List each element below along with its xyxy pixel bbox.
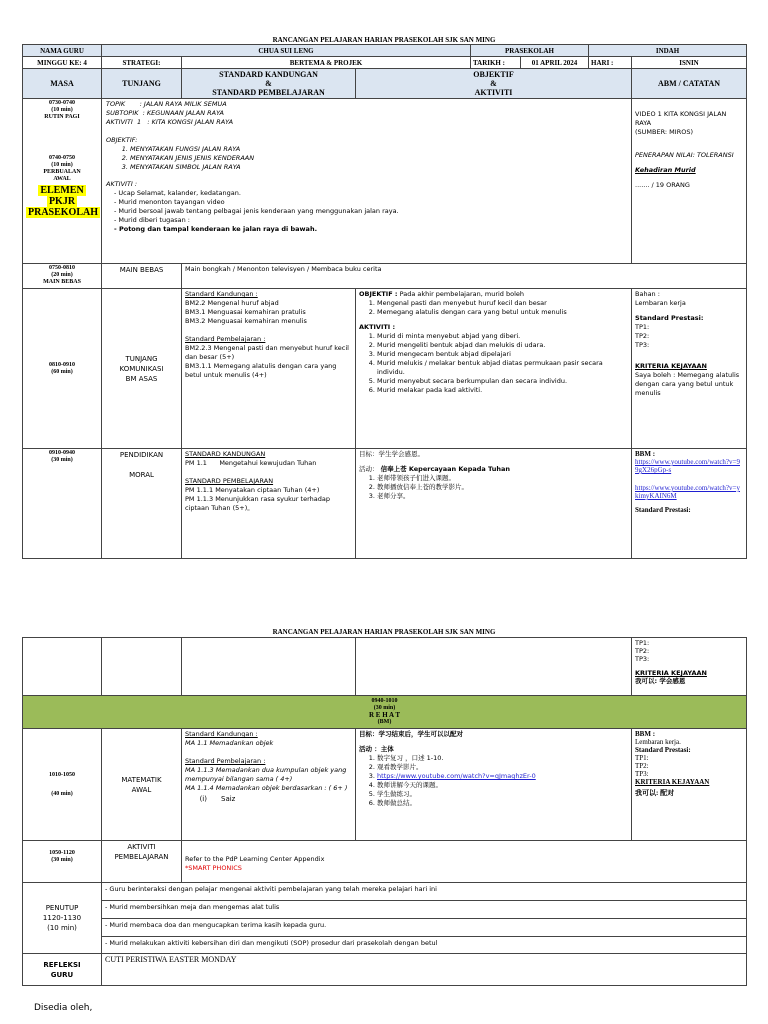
huodong-item: 1. 老师带领孩子们进入课题。: [377, 474, 628, 483]
aktiviti-item-bold: - Potong dan tampal kenderaan ke jalan raya di bawah.: [124, 225, 628, 234]
huodong-item: 3. 老师分享。: [377, 492, 628, 501]
lesson-plan-table-2: [22, 637, 747, 986]
huodong-label: 活动：: [359, 465, 379, 473]
prasekolah-label: PRASEKOLAH: [471, 45, 589, 57]
standard-bm: [182, 289, 356, 449]
elemen-badge-3: PRASEKOLAH: [28, 207, 99, 218]
time: 0810-0910: [49, 361, 75, 368]
standard-matematik: [182, 729, 356, 841]
bbm-value: Lembaran kerja.: [635, 738, 681, 746]
tunjang-matematik: [102, 729, 182, 841]
objektif-item: 3. MENYATAKAN SIMBOL JALAN RAYA: [130, 163, 628, 172]
footer-disedia: Disedia oleh,: [34, 1003, 93, 1013]
column-header-row: [23, 69, 747, 99]
empty-tunjang: [102, 638, 182, 696]
sp-item: PM 1.1.3 Menunjukkan rasa syukur terhadap ciptaan Tuhan (5+)。: [185, 495, 330, 512]
bbm-label: BBM :: [635, 730, 656, 738]
penutup-label: PENUTUP: [45, 904, 79, 912]
col-objektif: [356, 69, 632, 99]
sp-saiz: Saiz: [221, 795, 236, 803]
huodong-list: [359, 474, 628, 501]
tunjang-bm: [102, 289, 182, 449]
perbualan-content: [102, 99, 632, 264]
row-penutup: [23, 883, 747, 954]
col-standard-line1: STANDARD KANDUNGAN: [219, 70, 318, 79]
tunjang-aktiviti: [102, 841, 182, 883]
aktiviti-item: - Ucap Selamat, kalander, kedatangan.: [124, 189, 628, 198]
penutup-item: - Murid membaca doa dan mengucapkan terima kasih kepada guru.: [102, 919, 746, 937]
aktiviti-item: - Murid bersoal jawab tentang pelbagai jenis kenderaan yang menggunakan jalan raya.: [124, 207, 628, 216]
sk-item: BM3.1 Menguasai kemahiran pratulis: [185, 308, 306, 316]
col-standard: [182, 69, 356, 99]
label-a: RUTIN PAGI: [44, 114, 80, 120]
minggu-label: MINGGU KE:: [37, 58, 82, 67]
time-a: 0730-0740: [49, 100, 75, 106]
rehat-sub: (BM): [377, 719, 392, 725]
huodong-label: 活动 ：: [359, 745, 381, 753]
sp-item: BM2.2.3 Mengenal pasti dan menyebut huruf kecil dan besar (5+): [185, 344, 349, 361]
huodong-title: 信奉上苍 Kepercayaan Kepada Tuhan: [380, 465, 511, 473]
abm-cell-5: [632, 729, 747, 841]
aktiviti-list: [106, 189, 628, 234]
abm-sumber: (SUMBER: MIROS): [635, 128, 694, 136]
dur-a: (10 min): [51, 107, 73, 113]
objektif-bm: [356, 289, 632, 449]
obj-list: [359, 299, 628, 317]
masa-cell-4: [23, 449, 102, 559]
refleksi-label: REFLEKSI: [43, 960, 81, 969]
nama-guru-label: NAMA GURU: [23, 45, 102, 57]
tunjang-line: AKTIVITI: [127, 843, 156, 851]
col-masa: MASA: [23, 69, 102, 99]
video-link-1[interactable]: https://www.youtube.com/watch?v=99gX26pGp-s: [635, 458, 740, 474]
tunjang-line: MATEMATIK: [121, 775, 162, 784]
tp-item: TP3:: [635, 655, 650, 663]
sp-item: PM 1.1.1 Menyatakan ciptaan Tuhan (4+): [185, 486, 320, 494]
time: 0750-0810: [49, 265, 75, 271]
akt-item: 2. Murid mengeliti bentuk abjad dan melukis di udara.: [377, 341, 628, 350]
col-standard-line2: STANDARD PEMBELAJARAN: [212, 88, 325, 97]
akt-list: [359, 332, 628, 395]
objektif-moral: [356, 449, 632, 559]
dur: (20 min): [51, 272, 73, 278]
mubiao: 目标：学生学会感恩。: [359, 450, 424, 458]
elemen-badge-2: PKJR: [48, 196, 76, 207]
obj-item: 2. Memegang alatulis dengan cara yang betul untuk menulis: [377, 308, 628, 317]
row-refleksi: [23, 954, 747, 986]
minggu-value: 4: [83, 58, 87, 67]
tp-item: TP2:: [635, 762, 649, 770]
tunjang-line: BM ASAS: [125, 374, 158, 383]
masa-cell-6: [23, 841, 102, 883]
masa-cell-1: [23, 99, 102, 264]
akt-label: AKTIVITI :: [359, 323, 396, 331]
standard-moral: [182, 449, 356, 559]
row-bm-asas: [23, 289, 747, 449]
topik: TOPIK : JALAN RAYA MILIK SEMUA: [106, 100, 227, 108]
tp-item: TP1:: [635, 639, 650, 647]
sk-label: Standard Kandungan :: [185, 730, 258, 738]
tunjang-line: AWAL: [131, 785, 152, 794]
col-abm: ABM / CATATAN: [632, 69, 747, 99]
abm-nilai: PENERAPAN NILAI: TOLERANSI: [635, 151, 734, 159]
tp-item: TP3:: [635, 341, 650, 349]
time: 0910-0940: [49, 450, 75, 456]
huodong-item: 5. 学生做练习。: [377, 790, 628, 799]
kriteria-label: KRITERIA KEJAYAAN: [635, 362, 707, 370]
sprest-label: Standard Prestasi:: [635, 506, 691, 514]
sk-label: Standard Kandungan :: [185, 290, 258, 298]
objektif-item: 1. MENYATAKAN FUNGSI JALAN RAYA: [130, 145, 628, 154]
abm-cell-3: [632, 289, 747, 449]
huodong-title: 主体: [380, 745, 394, 753]
dur: (30 min): [51, 457, 73, 463]
mubiao: 目标：学习结束后，学生可以以配对: [359, 730, 463, 738]
row-aktiviti-pembelajaran: [23, 841, 747, 883]
obj-text: Pada akhir pembelajaran, murid boleh: [399, 290, 525, 298]
aktiviti-item: - Murid diberi tugasan :: [124, 216, 628, 225]
row-moral: [23, 449, 747, 559]
masa-cell-3: [23, 289, 102, 449]
objektif-item: 2. MENYATAKAN JENIS JENIS KENDERAAN: [130, 154, 628, 163]
bahan-value: Lembaran kerja: [635, 299, 686, 307]
nama-guru-value: CHUA SUI LENG: [102, 45, 471, 57]
tunjang-line: PEMBELAJARAN: [114, 853, 169, 861]
tarikh-value: 01 APRIL 2024: [521, 57, 589, 69]
objektif-matematik: [356, 729, 632, 841]
strategi-label: STRATEGI:: [102, 57, 182, 69]
row-main-bebas: [23, 264, 747, 289]
sprest-label: Standard Prestasi:: [635, 746, 691, 754]
kriteria-label: KRITERIA KEJAYAAN: [635, 778, 710, 786]
lesson-plan-table-1: [22, 44, 747, 559]
penutup-time: 1120-1130: [42, 914, 82, 922]
refleksi-content: CUTI PERISTIWA EASTER MONDAY: [102, 954, 747, 986]
page-title: RANCANGAN PELAJARAN HARIAN PRASEKOLAH SJK SAN MING: [272, 36, 496, 44]
label-b2: AWAL: [53, 176, 71, 182]
akt-item: 1. Murid di minta menyebut abjad yang diberi.: [377, 332, 628, 341]
tp-item: TP1:: [635, 754, 649, 762]
minggu-cell: [23, 57, 102, 69]
sp-i: (i): [199, 795, 207, 803]
col-tunjang: TUNJANG: [102, 69, 182, 99]
sp-item: MA 1.1.3 Memadankan dua kumpulan objek yang mempunyai bilangan sama ( 4+): [185, 766, 347, 783]
rehat-dur: (30 min): [373, 705, 396, 711]
sp-label: STANDARD PEMBELAJARAN: [185, 477, 274, 485]
sk-item: PM 1.1 Mengetahui kewujudan Tuhan: [185, 459, 317, 467]
huodong-item: 2. 教师播放信奉上苍的教学影片。: [377, 483, 628, 492]
obj-label: OBJEKTIF :: [359, 290, 398, 298]
abm-kehadiran: Kehadiran Murid: [635, 166, 696, 174]
time: 1010-1050: [49, 771, 75, 778]
elemen-badge-1: ELEMEN: [40, 185, 84, 196]
huodong-list: [359, 754, 628, 808]
rehat-band: [23, 696, 747, 729]
penutup-content: [102, 883, 747, 954]
kriteria-value: 我可以: 配对: [635, 789, 675, 797]
kriteria-value: 我可以: 学会感恩: [635, 677, 686, 685]
tunjang-moral: [102, 449, 182, 559]
refleksi-label: GURU: [50, 970, 74, 979]
row-perbualan-awal: [23, 99, 747, 264]
sprest-label: Standard Prestasi:: [635, 314, 704, 322]
tp-item: TP3:: [635, 770, 649, 778]
video-link-3[interactable]: https://www.youtube.com/watch?v=qJmaghzEr-0: [377, 772, 536, 780]
page-title-2: RANCANGAN PELAJARAN HARIAN PRASEKOLAH SJK SAN MING: [272, 628, 496, 636]
masa-cell-2: [23, 264, 102, 289]
tunjang-main-bebas: MAIN BEBAS: [102, 264, 182, 289]
tp-item: TP2:: [635, 647, 650, 655]
label: MAIN BEBAS: [43, 279, 81, 285]
video-link-2[interactable]: https://www.youtube.com/watch?v=ykimyKAIN6M: [635, 484, 740, 500]
bbm-label: BBM :: [635, 450, 656, 458]
time: 1050-1120: [49, 850, 75, 856]
masa-cell-5: [23, 729, 102, 841]
sp-label: Standard Pembelajaran :: [185, 335, 266, 343]
label-b1: PERBUALAN: [43, 169, 81, 175]
tp-item: TP2:: [635, 332, 650, 340]
empty-standard: [182, 638, 356, 696]
rehat-label: R E H A T: [369, 711, 400, 719]
penutup-cell: [23, 883, 102, 954]
penutup-dur: (10 min): [47, 924, 77, 932]
obj-item: 1. Mengenal pasti dan menyebut huruf kecil dan besar: [377, 299, 628, 308]
tunjang-line: TUNJANG: [125, 354, 158, 363]
bahan-label: Bahan :: [635, 290, 660, 298]
aktiviti-item: - Murid menonton tayangan video: [124, 198, 628, 207]
dur: (60 min): [51, 368, 73, 375]
main-bebas-content: Main bongkah / Menonton televisyen / Membaca buku cerita: [182, 264, 747, 289]
akt-item: 6. Murid melakar pada kad aktiviti.: [377, 386, 628, 395]
abm-cell-1: [632, 99, 747, 264]
col-objektif-line2: AKTIVITI: [474, 88, 513, 97]
sk-item: MA 1.1 Memadankan objek: [185, 739, 274, 747]
huodong-item: 6. 教师做总结。: [377, 799, 628, 808]
col-objektif-line1: OBJEKTIF: [473, 70, 514, 79]
header-row-1: [23, 45, 747, 57]
dur: (30 min): [51, 857, 73, 863]
empty-objektif: [356, 638, 632, 696]
dur: (40 min): [51, 790, 73, 797]
kriteria-label: KRITERIA KEJAYAAN: [635, 669, 707, 677]
refleksi-cell: [23, 954, 102, 986]
abm-cell-4: [632, 449, 747, 559]
akt-item: 5. Murid menyebut secara berkumpulan dan secara individu.: [377, 377, 628, 386]
tunjang-line: PENDIDIKAN: [119, 451, 164, 459]
header-row-2: [23, 57, 747, 69]
sp-label: Standard Pembelajaran :: [185, 757, 266, 765]
akt-item: 3. Murid mengecam bentuk abjad dipelajari: [377, 350, 628, 359]
tunjang-line: KOMUNIKASI: [119, 364, 164, 373]
row-rehat: [23, 696, 747, 729]
objektif-label: OBJEKTIF:: [106, 136, 138, 144]
row-matematik: [23, 729, 747, 841]
akt-item: 4. Murid melukis / melakar bentuk abjad diatas permukaan pasir secara individu.: [377, 359, 628, 377]
time-b: 0740-0750: [49, 155, 75, 161]
dur-b: (10 min): [51, 162, 73, 168]
hari-value: ISNIN: [632, 57, 747, 69]
sp-item: BM3.1.1 Memegang alatulis dengan cara yang betul untuk menulis (4+): [185, 362, 337, 379]
sp-item: MA 1.1.4 Memadankan objek berdasarkan : ( 6+ ): [185, 784, 348, 792]
aktiviti-content: [182, 841, 747, 883]
rehat-time: 0940-1010: [371, 698, 398, 704]
col-standard-amp: &: [265, 79, 272, 88]
penutup-item: - Murid membersihkan meja dan mengemas alat tulis: [102, 901, 746, 919]
col-objektif-amp: &: [490, 79, 497, 88]
sk-item: BM2.2 Mengenal huruf abjad: [185, 299, 279, 307]
hari-label: HARI :: [589, 57, 632, 69]
subtopik: SUBTOPIK : KEGUNAAN JALAN RAYA: [106, 109, 224, 117]
carry-abm: [632, 638, 747, 696]
sk-item: BM3.2 Menguasai kemahiran menulis: [185, 317, 307, 325]
tarikh-label: TARIKH :: [471, 57, 521, 69]
aktiviti-label: AKTIVITI :: [106, 180, 138, 188]
penutup-item: - Murid melakukan aktiviti kebersihan diri dan mengikuti (SOP) prosedur dari prasekolah dengan betul: [105, 939, 438, 947]
abm-orang: ....... / 19 ORANG: [635, 181, 690, 189]
huodong-item: 2. 观看教学影片。: [377, 763, 628, 772]
empty-masa: [23, 638, 102, 696]
sk-label: STANDARD KANDUNGAN: [185, 450, 266, 458]
strategi-value: BERTEMA & PROJEK: [182, 57, 471, 69]
aktiviti-1: AKTIVITI 1 : KITA KONGSI JALAN RAYA: [106, 118, 234, 126]
penutup-item: - Guru berinteraksi dengan pelajar mengenai aktiviti pembelajaran yang telah mereka pelajari hari ini: [102, 883, 746, 901]
tunjang-line: MORAL: [129, 471, 154, 479]
kriteria-value: Saya boleh : Memegang alatulis dengan cara yang betul untuk menulis: [635, 371, 740, 397]
kelas-value: INDAH: [589, 45, 747, 57]
objektif-list: [106, 145, 628, 172]
tp-item: TP1:: [635, 323, 650, 331]
huodong-item: 4. 教师讲解今天的课题。: [377, 781, 628, 790]
appendix-text: Refer to the PdP Learning Center Appendix: [185, 855, 325, 863]
abm-video: VIDEO 1 KITA KONGSI JALAN RAYA: [635, 110, 727, 127]
huodong-item: 1. 数字复习 ，口述 1-10.: [377, 754, 628, 763]
row-carry-over: [23, 638, 747, 696]
phonics-text: *SMART PHONICS: [185, 864, 242, 872]
